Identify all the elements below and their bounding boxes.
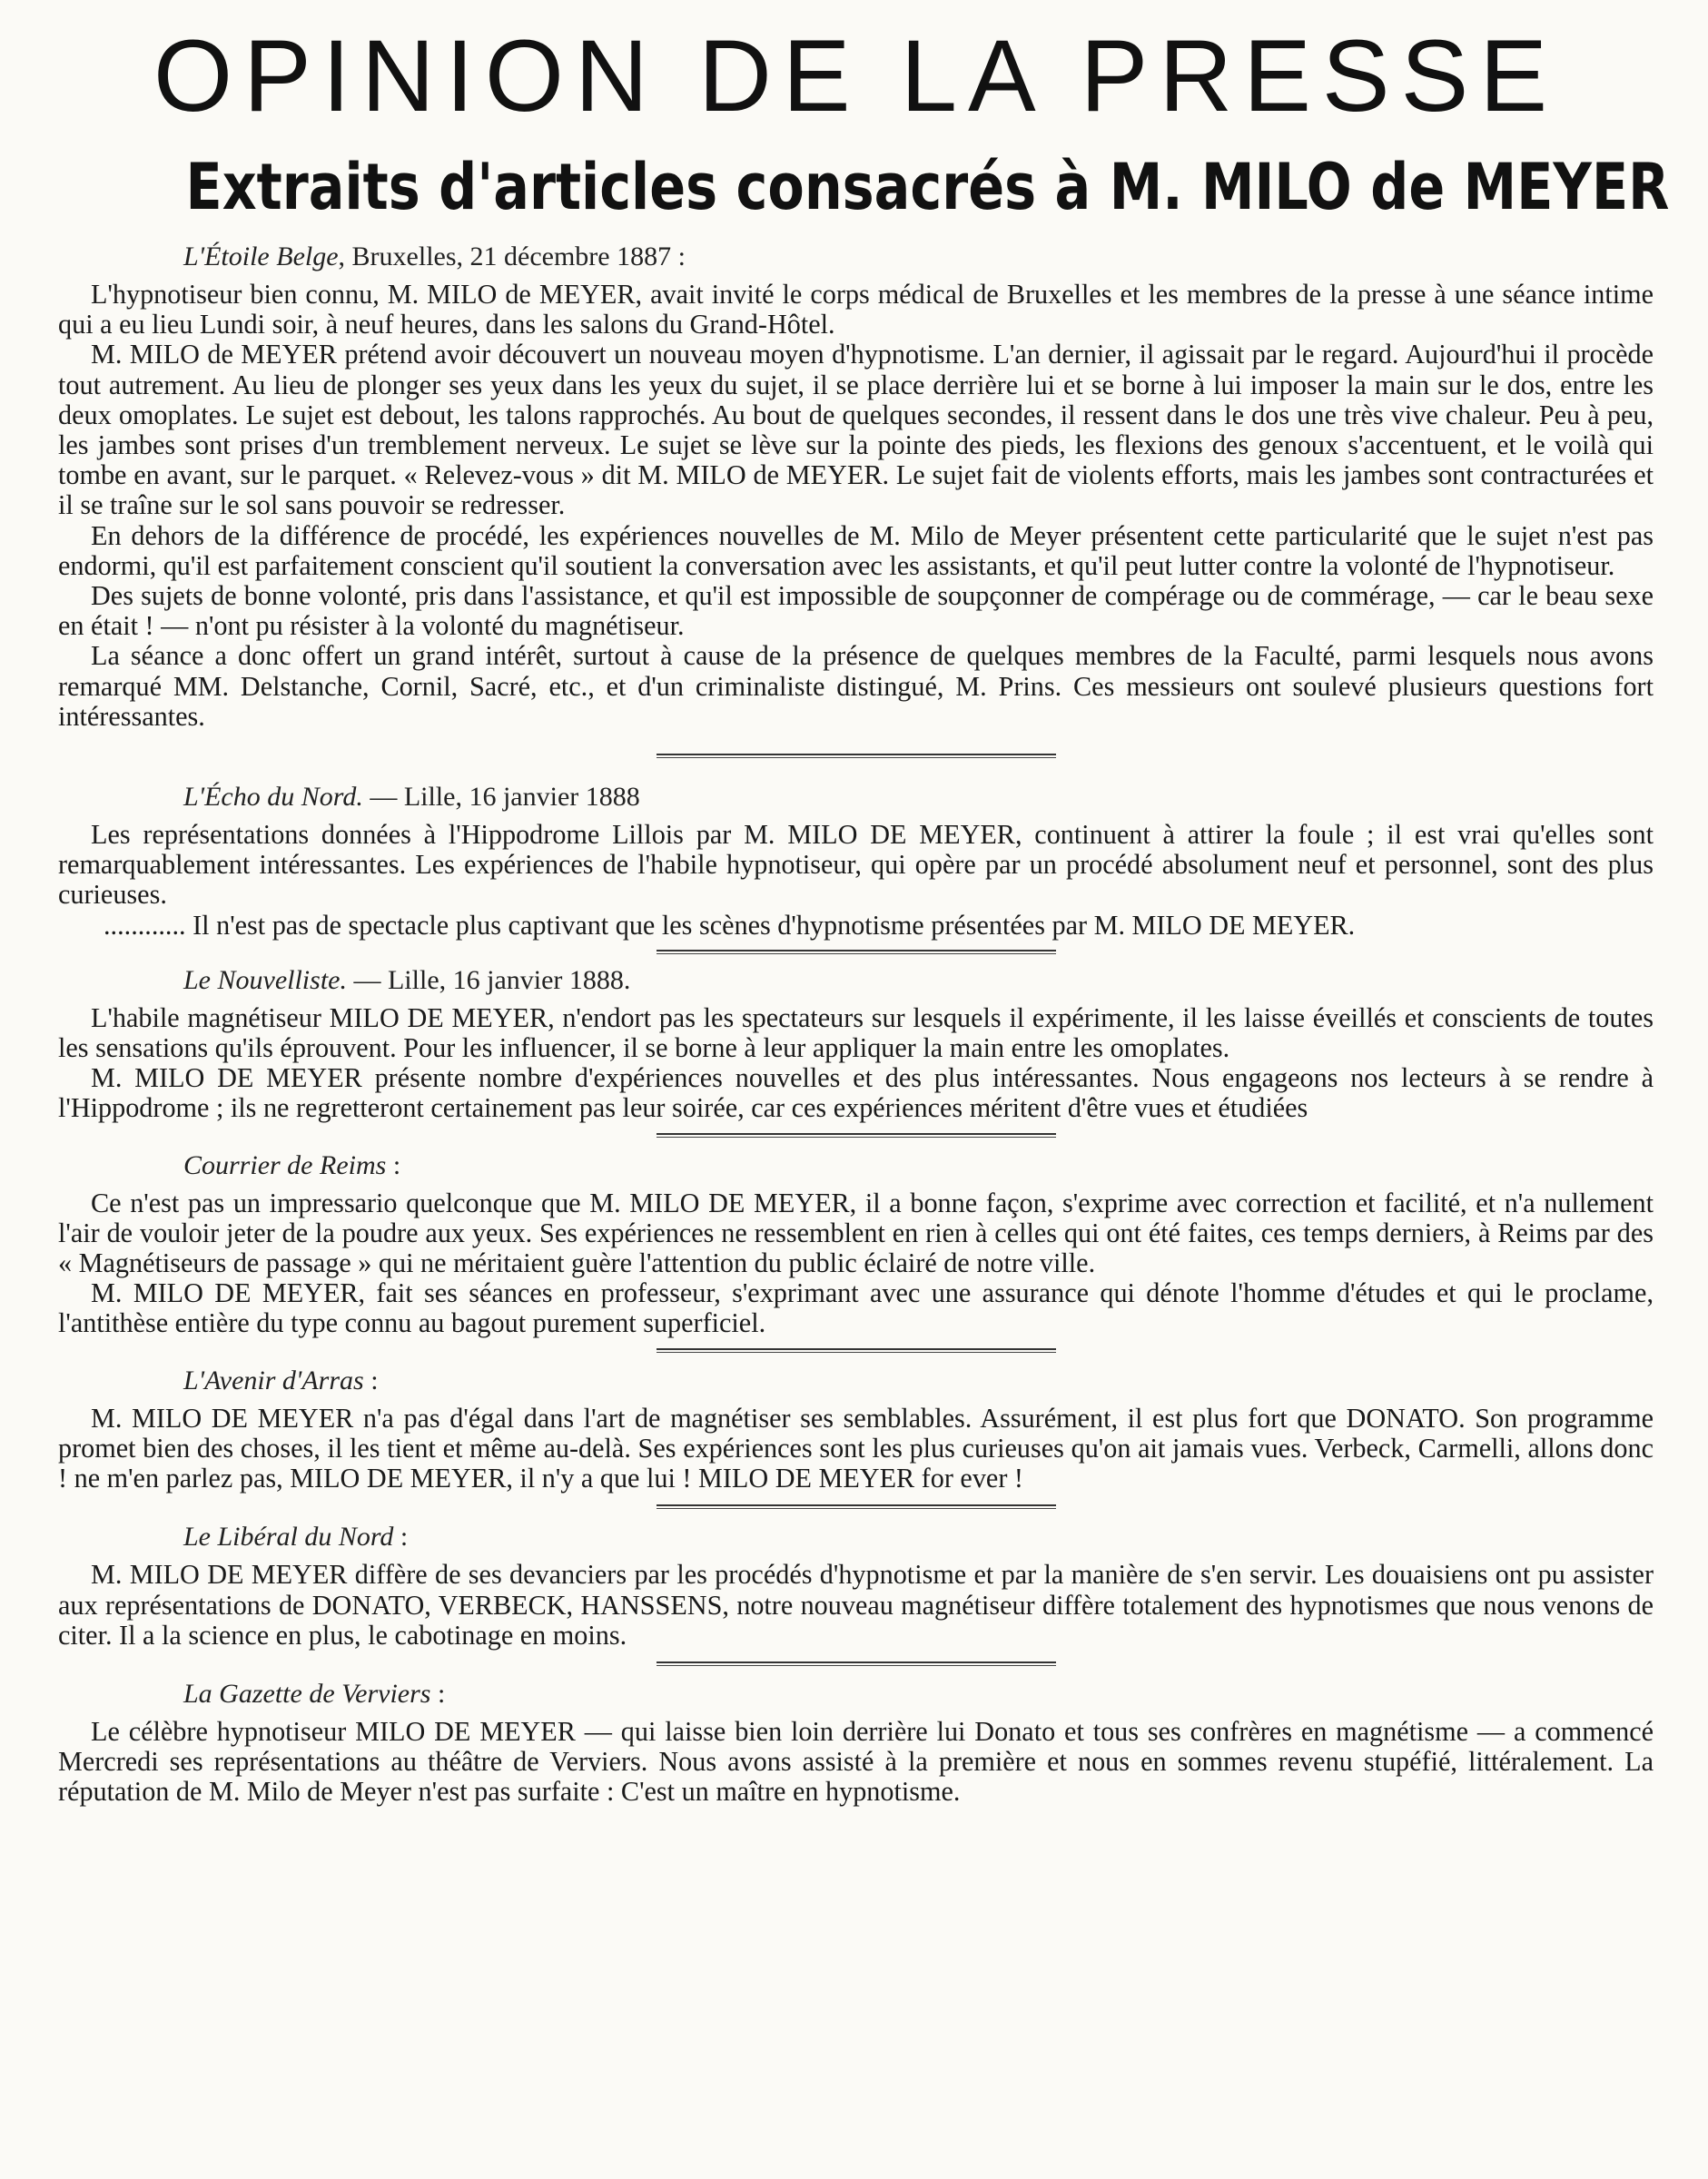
article-paragraph: M. MILO DE MEYER, fait ses séances en professeur, s'exprimant avec une assurance qui dénote l'homme d'études et qui le proclame, l'antithèse entière du type connu au bagout purement superficiel. [58,1277,1654,1339]
article-paragraph: ............ Il n'est pas de spectacle plus captivant que les scènes d'hypnotisme présentées par M. MILO DE MEYER. [104,909,1356,941]
article-etoile-belge [58,242,1654,732]
article-avenir-d-arras [58,1366,1654,1494]
article-paragraph: M. MILO DE MEYER diffère de ses devanciers par les procédés d'hypnotisme et par la manière de s'en servir. Les douaisiens ont pu assister aux représentations de DONATO, VERBECK, HANSSENS, notre nouveau magnétiseur diffère totalement des hypnotismes que nous venons de citer. Il a la science en plus, le cabotinage en moins. [58,1559,1654,1651]
page-subtitle: Extraits d'articles consacrés à M. MILO de MEYER [185,150,1670,224]
section-divider [657,1504,1056,1509]
article-paragraph: M. MILO de MEYER prétend avoir découvert un nouveau moyen d'hypnotisme. L'an dernier, il agissait par le regard. Aujourd'hui il procède tout autrement. Au lieu de plonger ses yeux dans les yeux du sujet, il se place derrière lui et se borne à lui imposer la main sur le dos, entre les deux omoplates. Le sujet est debout, les talons rapprochés. Au bout de quelques secondes, il ressent dans le dos une très vive chaleur. Peu à peu, les jambes sont prises d'un tremblement nerveux. Le sujet se lève sur la pointe des pieds, les flexions des genoux s'accentuent, et le voilà qui tombe en avant, sur le parquet. « Relevez-vous » dit M. MILO de MEYER. Le sujet fait de violents efforts, mais les jambes sont contracturées et il se traîne sur le sol sans pouvoir se redresser. [58,339,1654,521]
article-paragraph: La séance a donc offert un grand intérêt, surtout à cause de la présence de quelques membres de la Faculté, parmi lesquels nous avons remarqué MM. Delstanche, Cornil, Sacré, etc., et d'un criminaliste distingué, M. Prins. Ces messieurs ont soulevé plusieurs questions fort intéressantes. [58,640,1654,732]
article-source: La Gazette de Verviers : [183,1678,446,1709]
article-paragraph: Ce n'est pas un impressario quelconque que M. MILO DE MEYER, il a bonne façon, s'exprime avec correction et facilité, et n'a nullement l'air de vouloir jeter de la poudre aux yeux. Ses expériences ne ressemblent en rien à celles qui ont été faites, ces temps derniers, à Reims par des « Magnétiseurs de passage » qui ne méritaient guère l'attention du public éclairé de notre ville. [58,1187,1654,1279]
article-source: Courrier de Reims : [183,1149,401,1180]
article-echo-du-nord [58,782,1654,941]
section-divider [657,1661,1056,1666]
page-title: OPINION DE LA PRESSE [153,19,1559,133]
article-source: L'Écho du Nord. — Lille, 16 janvier 1888 [183,782,640,813]
article-paragraph: M. MILO DE MEYER présente nombre d'expériences nouvelles et des plus intéressantes. Nous engageons nos lecteurs à se rendre à l'Hippodrome ; ils ne regretteront certainement pas leur soirée, car ces expériences méritent d'être vues et étudiées [58,1062,1654,1124]
article-source: Le Libéral du Nord : [183,1522,409,1553]
article-paragraph: L'habile magnétiseur MILO DE MEYER, n'endort pas les spectateurs sur lesquels il expérimente, il les laisse éveillés et conscients de toutes les sensations qu'ils éprouvent. Pour les influencer, il se borne à leur appliquer la main entre les omoplates. [58,1001,1654,1064]
article-paragraph: Le célèbre hypnotiseur MILO DE MEYER — qui laisse bien loin derrière lui Donato et tous ses confrères en magnétisme — a commencé Mercredi ses représentations au théâtre de Verviers. Nous avons assisté à la première et nous en sommes revenu stupéfié, littéralement. La réputation de M. Milo de Meyer n'est pas surfaite : C'est un maître en hypnotisme. [58,1715,1654,1808]
article-paragraph: L'hypnotiseur bien connu, M. MILO de MEYER, avait invité le corps médical de Bruxelles et les membres de la presse à une séance intime qui a eu lieu Lundi soir, à neuf heures, dans les salons du Grand-Hôtel. [58,279,1654,340]
article-paragraph: Des sujets de bonne volonté, pris dans l'assistance, et qu'il est impossible de soupçonner de compérage ou de commérage, — car le beau sexe en était ! — n'ont pu résister à la volonté du magnétiseur. [58,580,1654,642]
section-divider [657,950,1056,954]
article-gazette-de-verviers [58,1679,1654,1808]
section-divider [657,1348,1056,1353]
section-divider [657,754,1056,758]
article-paragraph: En dehors de la différence de procédé, les expériences nouvelles de M. Milo de Meyer présentent cette particularité que le sujet n'est pas endormi, qu'il est parfaitement conscient qu'il soutient la conversation avec les assistants, et qu'il peut lutter contre la volonté de l'hypnotiseur. [58,519,1654,581]
article-source: Le Nouvelliste. — Lille, 16 janvier 1888. [183,964,631,995]
article-liberal-du-nord [58,1522,1654,1651]
article-nouvelliste [58,965,1654,1124]
section-divider [657,1133,1056,1138]
article-paragraph: Les représentations données à l'Hippodrome Lillois par M. MILO DE MEYER, continuent à attirer la foule ; il est vrai qu'elles sont remarquablement intéressantes. Les expériences de l'habile hypnotiseur, qui opère par un procédé absolument neuf et personnel, sont des plus curieuses. [58,819,1654,911]
article-courrier-de-reims [58,1150,1654,1339]
article-source: L'Avenir d'Arras : [183,1365,379,1395]
article-source: L'Étoile Belge, Bruxelles, 21 décembre 1887 : [183,242,686,271]
article-paragraph: M. MILO DE MEYER n'a pas d'égal dans l'art de magnétiser ses semblables. Assurément, il est plus fort que DONATO. Son programme promet bien des choses, il les tient et même au-delà. Ses expériences sont les plus curieuses qu'on ait jamais vues. Verbeck, Carmelli, allons donc ! ne m'en parlez pas, MILO DE MEYER, il n'y a que lui ! MILO DE MEYER for ever ! [58,1402,1654,1494]
